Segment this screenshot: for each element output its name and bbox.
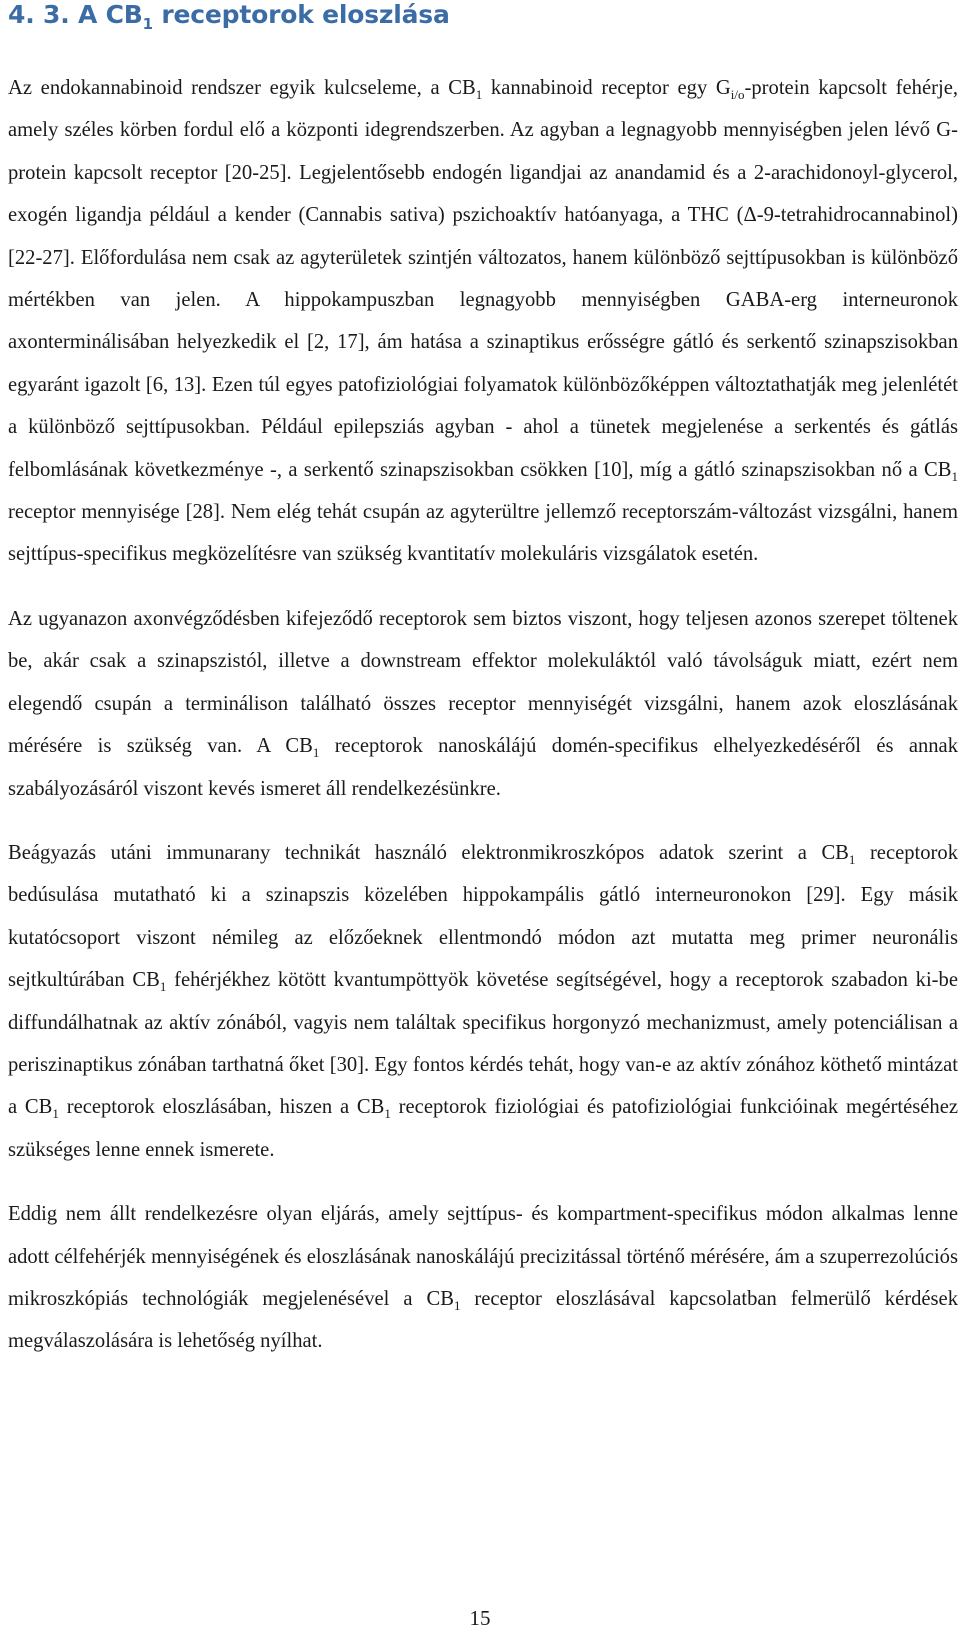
paragraph-text: receptor eloszlásával kapcsolatban felmerülő kérdések megválaszolására is lehetőség nyílhat. <box>8 1287 958 1353</box>
paragraph-text: Az ugyanazon axonvégződésben kifejeződő receptorok sem biztos viszont, hogy teljesen azonos szerepet töltenek be, akár csak a szinapszistól, illetve a downstream effektor molekuláktól való távolságuk miatt, ezért nem elegendő csupán a terminálison található összes receptor mennyiségét vizsgálni, hanem azok eloszlásának mérésére is szükség van. A CB <box>8 607 958 758</box>
paragraph-text: Eddig nem állt rendelkezésre olyan eljárás, amely sejttípus- és kompartment-specifikus módon alkalmas lenne adott célfehérjék mennyiségének és eloszlásának nanoskálájú precizitással történő mérésére, ám a szuperrezolúciós mikroszkópiás technológiák megjelenésével a CB <box>8 1203 958 1310</box>
page-number: 15 <box>469 1606 491 1630</box>
document-page <box>8 0 958 1363</box>
subscript: 1 <box>848 852 856 868</box>
subscript: 1 <box>312 745 320 761</box>
paragraph-text: -protein kapcsolt fehérje, amely széles körben fordul elő a központi idegrendszerben. Az agyban a legnagyobb mennyiségben jelen lévő G-protein kapcsolt receptor [20-25]. Legjelentősebb endogén ligandjai az anandamid és a 2-arachidonoyl-glycerol, exogén ligandja például a kender (Cannabis sativa) pszichoaktív hatóanyaga, a THC (Δ-9-tetrahidrocannabinol) [22-27]. Előfordulása nem csak az agyterületek szintjén változatos, hanem különböző sejttípusokban is különböző mértékben van jelen. A hippokampuszban legnagyobb mennyiségben GABA-erg interneuronok axonterminálisában helyezkedik el [2, 17], ám hatása a szinaptikus erősségre gátló és serkentő szinapszisokban egyaránt igazolt [6, 13]. Ezen túl egyes patofiziológiai folyamatok különbözőképpen változtathatják meg jelenlétét a különböző sejttípusokban. Például epilepsziás agyban - ahol a tünetek megjelenése a serkentés és gátlás felbomlásának következménye -, a serkentő szinapszisokban csökken [10], míg a gátló szinapszisokban nő a CB <box>8 77 958 481</box>
paragraph-2 <box>8 598 958 810</box>
heading-text-rest: receptorok eloszlása <box>152 0 450 29</box>
subscript: 1 <box>52 1106 59 1122</box>
paragraph-3 <box>8 832 958 1171</box>
subscript: 1 <box>159 979 167 995</box>
paragraph-1 <box>8 67 958 576</box>
section-heading <box>8 0 958 39</box>
subscript: 1 <box>384 1106 391 1122</box>
paragraph-text: fehérjékhez kötött kvantumpöttyök követése segítségével, hogy a receptorok szabadon ki-be diffundálhatnak az aktív zónából, vagyis nem találtak specifikus horgonyzó mechanizmust, amely potenciálisan a periszinaptikus zónában tarthatná őket [30]. Egy fontos kérdés tehát, hogy van-e az aktív zónához köthető mintázat a CB <box>8 969 958 1119</box>
subscript: 1 <box>475 87 483 103</box>
paragraph-text: receptor mennyisége [28]. Nem elég tehát csupán az agyterültre jellemző receptorszám-változást vizsgálni, hanem sejttípus-specifikus megközelítésre van szükség kvantitatív molekuláris vizsgálatok esetén. <box>8 501 958 566</box>
paragraph-text: receptorok nanoskálájú domén-specifikus elhelyezkedéséről és annak szabályozásáról viszont kevés ismeret áll rendelkezésünkre. <box>8 735 958 800</box>
paragraph-text: receptorok fiziológiai és patofiziológiai funkcióinak megértéséhez szükséges lenne ennek ismerete. <box>8 1096 959 1161</box>
subscript: 1 <box>951 468 958 484</box>
paragraph-4 <box>8 1193 958 1363</box>
subscript: 1 <box>453 1298 461 1314</box>
paragraph-text: receptorok bedúsulása mutatható ki a szinapszis közelében hippokampális gátló interneuronokon [29]. Egy másik kutatócsoport viszont némileg az előzőeknek ellentmondó módon azt mutatta meg primer neuronális sejtkultúrában CB <box>8 841 958 992</box>
heading-text: 4. 3. A CB <box>8 0 143 29</box>
heading-subscript: 1 <box>142 15 153 33</box>
paragraph-text: receptorok eloszlásában, hiszen a CB <box>58 1096 385 1119</box>
paragraph-text: Az endokannabinoid rendszer egyik kulcseleme, a CB <box>8 77 476 99</box>
paragraph-text: kannabinoid receptor egy G <box>482 77 731 99</box>
subscript: i/o <box>730 87 745 103</box>
paragraph-text: Beágyazás utáni immunarany technikát használó elektronmikroszkópos adatok szerint a CB <box>8 841 849 864</box>
